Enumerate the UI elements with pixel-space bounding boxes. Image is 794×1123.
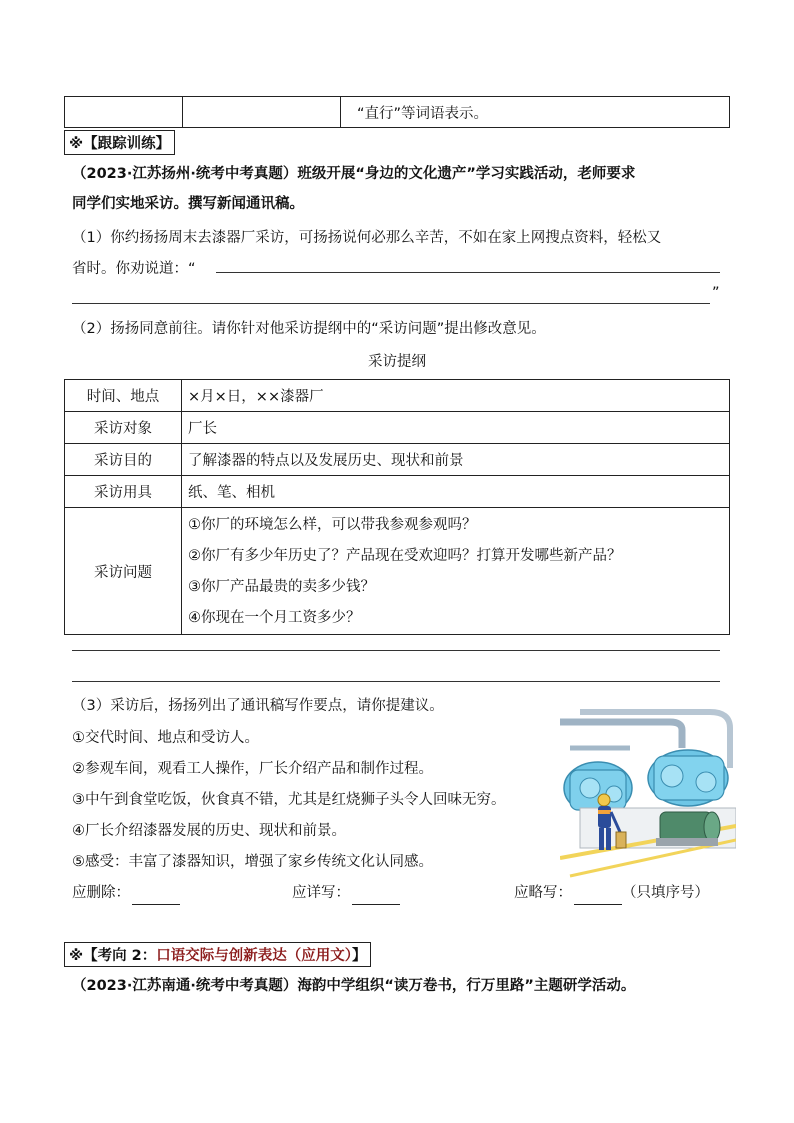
section2-tag-title: 口语交际与创新表达（应用文） bbox=[156, 948, 352, 964]
top-table bbox=[64, 96, 730, 128]
q1-answer-line-1[interactable] bbox=[216, 272, 720, 273]
brief-label: 应略写： bbox=[514, 885, 572, 901]
outline-question: ②你厂有多少年历史了？产品现在受欢迎吗？打算开发哪些新产品？ bbox=[188, 548, 622, 564]
outline-purpose-value: 了解漆器的特点以及发展历史、现状和前景 bbox=[182, 444, 730, 476]
brief-field bbox=[514, 881, 709, 905]
section2-tag bbox=[64, 942, 371, 967]
top-cell-1 bbox=[65, 97, 183, 128]
factory-illustration bbox=[560, 708, 736, 880]
top-cell-3: “直行”等词语表示。 bbox=[341, 97, 730, 128]
point-1: ①交代时间、地点和受访人。 bbox=[72, 730, 259, 746]
outline-time-value: ×月×日，××漆器厂 bbox=[182, 380, 730, 412]
q1-answer-line-2[interactable] bbox=[72, 303, 710, 304]
outline-questions-label: 采访问题 bbox=[65, 508, 182, 635]
q1-line2: 省时。你劝说道：“ bbox=[72, 261, 196, 277]
outline-target-label: 采访对象 bbox=[65, 412, 182, 444]
detail-label: 应详写： bbox=[292, 885, 350, 901]
outline-purpose-label: 采访目的 bbox=[65, 444, 182, 476]
section2-tag-suffix: 】 bbox=[351, 948, 367, 964]
outline-target-value: 厂长 bbox=[182, 412, 730, 444]
training-tag-prefix: ※【 bbox=[69, 136, 98, 152]
brief-blank[interactable] bbox=[574, 890, 622, 905]
delete-blank[interactable] bbox=[132, 890, 180, 905]
training-intro-text: 班级开展“身边的文化遗产”学习实践活动，老师要求 bbox=[297, 166, 636, 182]
training-tag bbox=[64, 130, 175, 155]
detail-field bbox=[292, 881, 400, 905]
delete-field bbox=[72, 881, 180, 905]
q2-text: （2）扬扬同意前往。请你针对他采访提纲中的“采访问题”提出修改意见。 bbox=[72, 321, 546, 337]
delete-label: 应删除： bbox=[72, 885, 130, 901]
q3-text: （3）采访后，扬扬列出了通讯稿写作要点，请你提建议。 bbox=[72, 698, 444, 714]
point-3: ③中午到食堂吃饭，伙食真不错，尤其是红烧狮子头令人回味无穷。 bbox=[72, 792, 506, 808]
training-source: （2023·江苏扬州·统考中考真题） bbox=[72, 166, 298, 182]
outline-questions-cell bbox=[182, 508, 730, 635]
fill-note: （只填序号） bbox=[622, 885, 709, 901]
point-4: ④厂长介绍漆器发展的历史、现状和前景。 bbox=[72, 823, 346, 839]
outline-question: ①你厂的环境怎么样，可以带我参观参观吗？ bbox=[188, 517, 477, 533]
outline-title: 采访提纲 bbox=[368, 354, 426, 370]
top-cell-2 bbox=[183, 97, 341, 128]
training-intro bbox=[72, 162, 732, 186]
q2-answer-line-1[interactable] bbox=[72, 650, 720, 651]
training-tag-title: 跟踪训练 bbox=[97, 136, 156, 152]
point-5: ⑤感受：丰富了漆器知识，增强了家乡传统文化认同感。 bbox=[72, 854, 433, 870]
outline-table bbox=[64, 379, 730, 635]
q1-line1: （1）你约扬扬周末去漆器厂采访，可扬扬说何必那么辛苦，不如在家上网搜点资料，轻松又 bbox=[72, 230, 662, 246]
section2-source: （2023·江苏南通·统考中考真题） bbox=[72, 978, 298, 994]
outline-tools-label: 采访用具 bbox=[65, 476, 182, 508]
outline-tools-value: 纸、笔、相机 bbox=[182, 476, 730, 508]
section2-text: 海韵中学组织“读万卷书，行万里路”主题研学活动。 bbox=[297, 978, 636, 994]
training-intro-line2: 同学们实地采访。撰写新闻通讯稿。 bbox=[72, 196, 304, 212]
detail-blank[interactable] bbox=[352, 890, 400, 905]
q2-answer-line-2[interactable] bbox=[72, 681, 720, 682]
point-2: ②参观车间，观看工人操作，厂长介绍产品和制作过程。 bbox=[72, 761, 433, 777]
outline-question: ③你厂产品最贵的卖多少钱？ bbox=[188, 579, 375, 595]
outline-time-label: 时间、地点 bbox=[65, 380, 182, 412]
outline-question: ④你现在一个月工资多少？ bbox=[188, 610, 361, 626]
q1-close-quote: ” bbox=[712, 285, 720, 301]
section2-intro bbox=[72, 974, 742, 998]
training-tag-suffix: 】 bbox=[155, 136, 171, 152]
section2-tag-prefix: ※【考向 2： bbox=[69, 948, 157, 964]
